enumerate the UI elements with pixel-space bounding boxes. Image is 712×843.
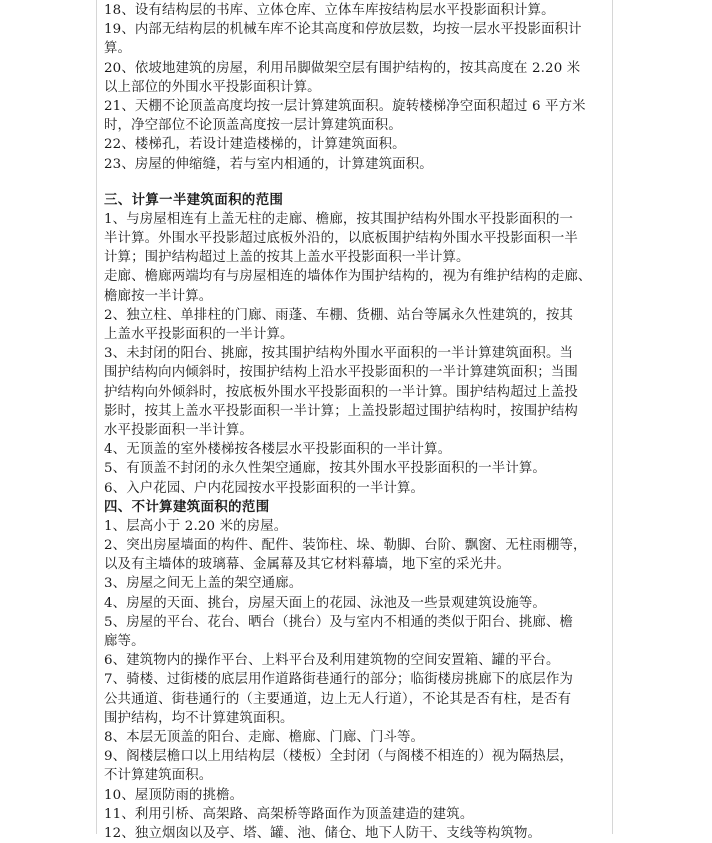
paragraph-line: 1、层高小于 2.20 米的房屋。 bbox=[104, 518, 288, 534]
paragraph-line: 不计算建筑面积。 bbox=[104, 768, 213, 784]
paragraph-line: 8、本层无顶盖的阳台、走廊、檐廊、门廊、门斗等。 bbox=[104, 729, 425, 745]
paragraph-line: 21、天棚不论顶盖高度均按一层计算建筑面积。旋转楼梯净空面积超过 6 平方米 bbox=[104, 98, 586, 114]
paragraph-line: 6、入户花园、户内花园按水平投影面积的一半计算。 bbox=[104, 480, 425, 496]
paragraph-line: 上盖水平投影面积的一半计算。 bbox=[104, 327, 294, 342]
paragraph-line: 9、阁楼层檐口以上用结构层（楼板）全封闭（与阁楼不相连的）视为隔热层， bbox=[104, 749, 574, 765]
paragraph-line: 18、设有结构层的书库、立体仓库、立体车库按结构层水平投影面积计算。 bbox=[104, 3, 555, 18]
paragraph-line: 4、房屋的天面、挑台，房屋天面上的花园、泳池及一些景观建筑设施等。 bbox=[104, 595, 546, 611]
paragraph-line: 以上部位的外围水平投影面积计算。 bbox=[104, 79, 321, 95]
paragraph-line: 10、屋顶防雨的挑檐。 bbox=[104, 787, 244, 803]
page-right-edge bbox=[612, 0, 613, 834]
paragraph-line: 22、楼梯孔，若设计建造楼梯的，计算建筑面积。 bbox=[104, 137, 406, 153]
section-half-area bbox=[104, 191, 604, 498]
paragraph-line: 计算；围护结构超过上盖的按其上盖水平投影面积一半计算。 bbox=[104, 250, 470, 266]
paragraph-line: 算。 bbox=[104, 41, 132, 57]
paragraph-line: 3、未封闭的阳台、挑廊，按其围护结构外围水平面积的一半计算建筑面积。当 bbox=[104, 346, 574, 362]
paragraph-line: 走廊、檐廊两端均有与房屋相连的墙体作为围护结构的，视为有维护结构的走廊、 bbox=[104, 269, 592, 285]
paragraph-line: 12、独立烟囱以及亭、塔、罐、池、储仓、地下人防干、支线等构筑物。 bbox=[104, 825, 542, 841]
document-page bbox=[104, 1, 604, 843]
blank-line bbox=[104, 174, 604, 191]
paragraph-line: 5、房屋的平台、花台、晒台（挑台）及与室内不相通的类似于阳台、挑廊、檐 bbox=[104, 614, 574, 630]
paragraph-line: 半计算。外围水平投影超过底板外沿的，以底板围护结构外围水平投影面积一半 bbox=[104, 231, 578, 247]
section-no-area bbox=[104, 498, 604, 843]
paragraph-line: 围护结构向内倾斜时，按围护结构上沿水平投影面积的一半计算建筑面积；当围 bbox=[104, 365, 578, 381]
paragraph-line: 23、房屋的伸缩缝，若与室内相通的，计算建筑面积。 bbox=[104, 156, 433, 172]
paragraph-line: 4、无顶盖的室外楼梯按各楼层水平投影面积的一半计算。 bbox=[104, 442, 452, 458]
paragraph-line: 1、与房屋相连有上盖无柱的走廊、檐廊，按其围护结构外围水平投影面积的一 bbox=[104, 211, 574, 227]
paragraph-line: 7、骑楼、过街楼的底层用作道路街巷通行的部分；临街楼房挑廊下的底层作为 bbox=[104, 672, 574, 688]
paragraph-line: 以及有主墙体的玻璃幕、金属幕及其它材料幕墙，地下室的采光井。 bbox=[104, 557, 511, 573]
section-full-area-continued bbox=[104, 1, 604, 174]
paragraph-line: 6、建筑物内的操作平台、上料平台及利用建筑物的空间安置箱、罐的平台。 bbox=[104, 653, 560, 669]
paragraph-line: 2、独立柱、单排柱的门廊、雨蓬、车棚、货棚、站台等属永久性建筑的，按其 bbox=[104, 307, 574, 323]
paragraph-line: 11、利用引桥、高架路、高架桥等路面作为顶盖建造的建筑。 bbox=[104, 806, 474, 822]
paragraph-line: 20、依坡地建筑的房屋，利用吊脚做架空层有围护结构的，按其高度在 2.20 米 bbox=[104, 60, 581, 76]
paragraph-line: 围护结构，均不计算建筑面积。 bbox=[104, 710, 294, 726]
paragraph-line: 影时，按其上盖水平投影面积一半计算；上盖投影超过围护结构时，按围护结构 bbox=[104, 403, 578, 419]
paragraph-line: 2、突出房屋墙面的构件、配件、装饰柱、垛、勒脚、台阶、飘窗、无柱雨棚等， bbox=[104, 538, 587, 554]
section-heading: 三、计算一半建筑面积的范围 bbox=[104, 191, 284, 208]
paragraph-line: 廊等。 bbox=[104, 634, 145, 649]
paragraph-line: 19、内部无结构层的机械车库不论其高度和停放层数，均按一层水平投影面积计 bbox=[104, 22, 582, 38]
paragraph-line: 檐廊按一半计算。 bbox=[104, 288, 213, 304]
paragraph-line: 护结构向外倾斜时，按底板外围水平投影面积的一半计算。围护结构超过上盖投 bbox=[104, 384, 578, 400]
paragraph-line: 公共通道、街巷通行的（主要通道，边上无人行道），不论其是否有柱，是否有 bbox=[104, 691, 572, 707]
page-left-edge bbox=[96, 0, 97, 834]
paragraph-line: 时，净空部位不论顶盖高度按一层计算建筑面积。 bbox=[104, 118, 402, 134]
paragraph-line: 水平投影面积一半计算。 bbox=[104, 422, 253, 438]
paragraph-line: 3、房屋之间无上盖的架空通廊。 bbox=[104, 576, 303, 592]
section-heading: 四、不计算建筑面积的范围 bbox=[104, 498, 270, 515]
paragraph-line: 5、有顶盖不封闭的永久性架空通廊，按其外围水平投影面积的一半计算。 bbox=[104, 461, 546, 477]
